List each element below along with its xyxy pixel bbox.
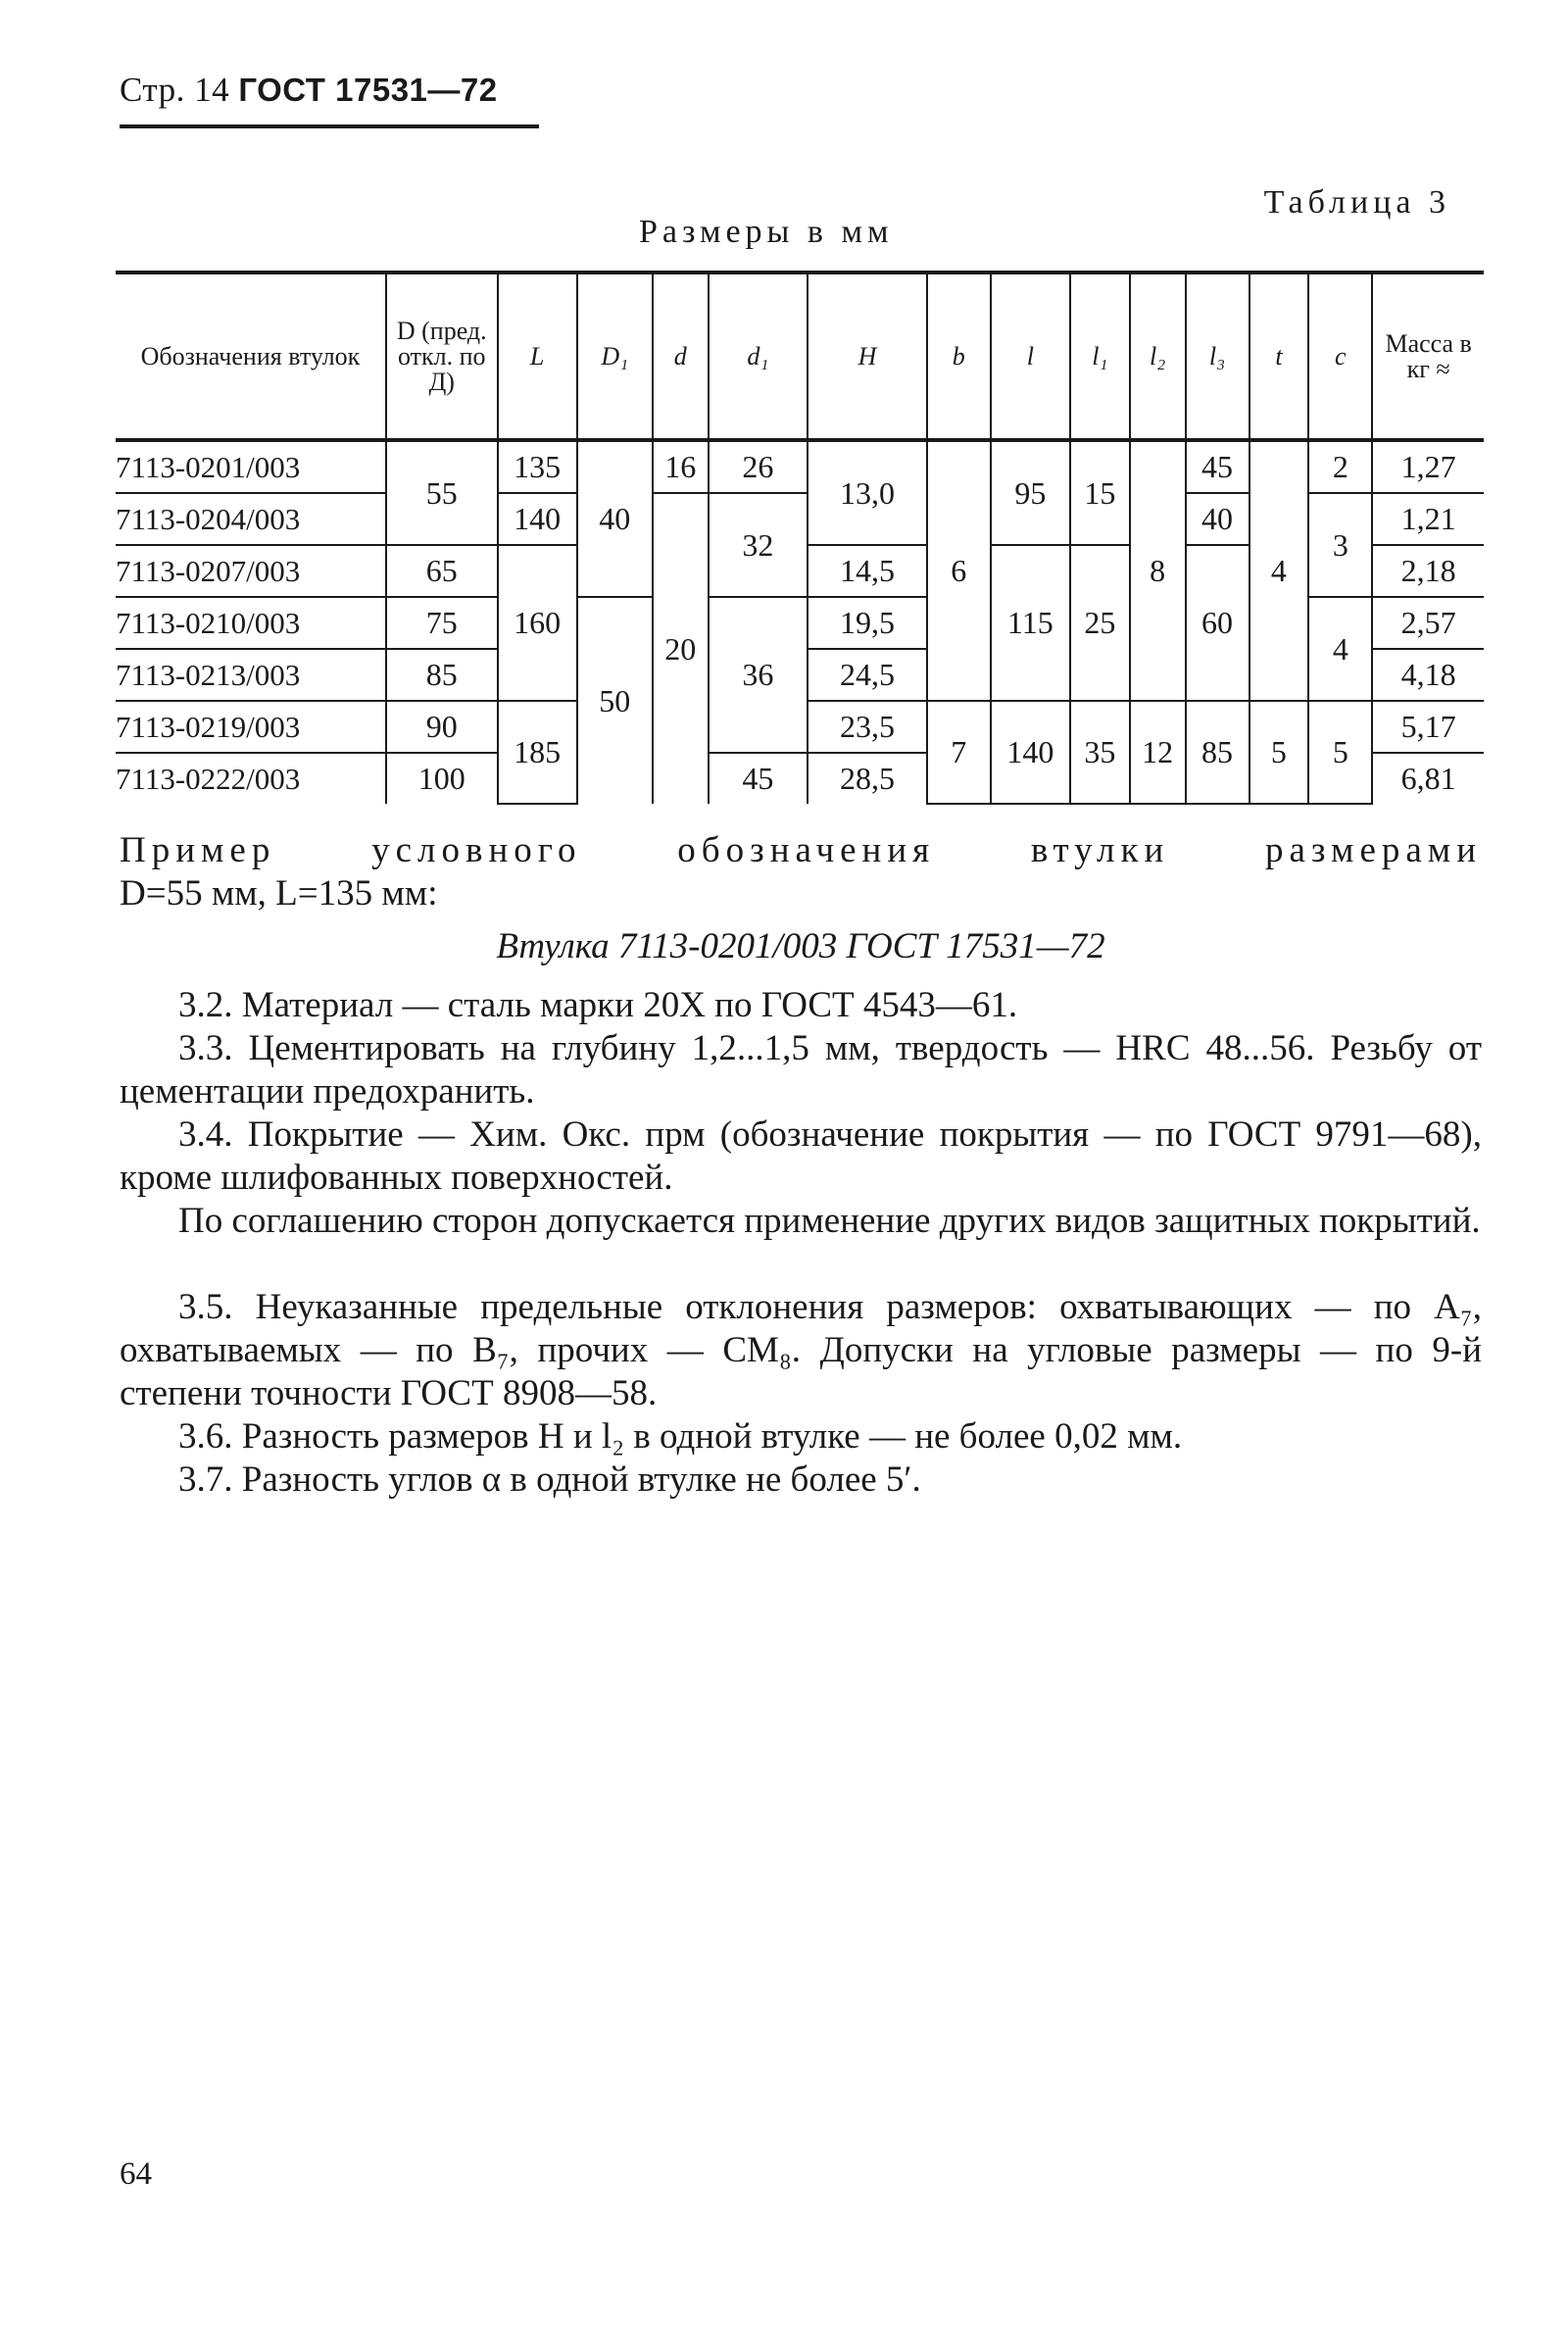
col-header: b [927, 272, 991, 440]
cell-mass: 6,81 [1372, 753, 1484, 804]
page-number: 64 [120, 2156, 152, 2192]
cell-l1: 35 [1070, 701, 1130, 804]
cell-t: 5 [1250, 701, 1309, 804]
cell-l: 115 [991, 545, 1070, 701]
cell-c: 5 [1308, 701, 1372, 804]
cell-L: 160 [498, 545, 577, 701]
cell-l3: 40 [1186, 493, 1250, 545]
cell-l1: 15 [1070, 440, 1130, 545]
page-ref: Стр. 14 [120, 71, 230, 109]
col-header: l₂ [1130, 272, 1186, 440]
example-title [120, 829, 1482, 872]
col-header: Обозначения втулок [116, 272, 386, 440]
col-header: c [1308, 272, 1372, 440]
col-header: L [498, 272, 577, 440]
table-header-row [116, 272, 1484, 440]
cell-D: 75 [386, 597, 498, 649]
cell-D: 85 [386, 649, 498, 701]
cell-H: 19,5 [808, 597, 927, 649]
clause-3-5: 3.5. Неуказанные предельные отклонения размеров: охватывающих — по A₇, охватываемых — по B₇, прочих — CM₈. Допуски на угловые размеры — по 9-й степени точности ГОСТ 8908—58. [120, 1287, 1482, 1413]
cell-designation: 7113-0207/003 [116, 545, 386, 597]
cell-designation: 7113-0213/003 [116, 649, 386, 701]
cell-l3: 60 [1186, 545, 1250, 701]
cell-d1: 45 [709, 753, 808, 804]
cell-d: 20 [653, 493, 709, 804]
clause-3-2: 3.2. Материал — сталь марки 20Х по ГОСТ 4543—61. [178, 985, 1018, 1025]
cell-H: 14,5 [808, 545, 927, 597]
cell-mass: 1,21 [1372, 493, 1484, 545]
cell-designation: 7113-0204/003 [116, 493, 386, 545]
cell-l: 140 [991, 701, 1070, 804]
cell-c: 4 [1308, 597, 1372, 701]
example-designation: Втулка 7113-0201/003 ГОСТ 17531—72 [496, 926, 1105, 966]
dimensions-table [116, 271, 1484, 805]
col-header: t [1250, 272, 1309, 440]
cell-l2: 8 [1130, 440, 1186, 701]
clause-agreement: По соглашению сторон допускается применение других видов защитных покрытий. [178, 1201, 1481, 1241]
col-header: D (пред. откл. по Д) [386, 272, 498, 440]
gost-ref: ГОСТ 17531—72 [238, 72, 498, 108]
col-header: d [653, 272, 709, 440]
col-header: Масса в кг ≈ [1372, 272, 1484, 440]
cell-D: 65 [386, 545, 498, 597]
cell-d1: 26 [709, 440, 808, 493]
cell-designation: 7113-0222/003 [116, 753, 386, 804]
cell-l3: 45 [1186, 440, 1250, 493]
cell-b: 7 [927, 701, 991, 804]
cell-designation: 7113-0219/003 [116, 701, 386, 753]
clause-3-7: 3.7. Разность углов α в одной втулке не более 5′. [178, 1459, 921, 1500]
col-header: l [991, 272, 1070, 440]
cell-L: 140 [498, 493, 577, 545]
cell-l2: 12 [1130, 701, 1186, 804]
header-rule [120, 124, 539, 128]
cell-L: 135 [498, 440, 577, 493]
col-header: H [808, 272, 927, 440]
clause-3-4: 3.4. Покрытие — Хим. Окс. прм (обозначение покрытия — по ГОСТ 9791—68), кроме шлифованных поверхностей. [120, 1114, 1482, 1198]
col-header: d₁ [709, 272, 808, 440]
cell-D1: 40 [577, 440, 653, 597]
cell-D1: 50 [577, 597, 653, 804]
cell-mass: 4,18 [1372, 649, 1484, 701]
units-label: Размеры в мм [639, 214, 894, 250]
cell-mass: 2,57 [1372, 597, 1484, 649]
cell-L: 185 [498, 701, 577, 804]
cell-designation: 7113-0210/003 [116, 597, 386, 649]
cell-D: 90 [386, 701, 498, 753]
col-header: l₁ [1070, 272, 1130, 440]
cell-D: 100 [386, 753, 498, 804]
cell-designation: 7113-0201/003 [116, 440, 386, 493]
cell-mass: 1,27 [1372, 440, 1484, 493]
cell-mass: 2,18 [1372, 545, 1484, 597]
table-row [116, 440, 1484, 493]
cell-l3: 85 [1186, 701, 1250, 804]
col-header: l₃ [1186, 272, 1250, 440]
cell-d: 16 [653, 440, 709, 493]
example-title-text: Пример условного обозначения втулки размерами [120, 830, 1482, 870]
cell-t: 4 [1250, 440, 1309, 701]
cell-l1: 25 [1070, 545, 1130, 701]
cell-c: 3 [1308, 493, 1372, 597]
cell-H: 28,5 [808, 753, 927, 804]
cell-mass: 5,17 [1372, 701, 1484, 753]
cell-c: 2 [1308, 440, 1372, 493]
cell-H: 13,0 [808, 440, 927, 545]
cell-l: 95 [991, 440, 1070, 545]
example-params: D=55 мм, L=135 мм: [120, 873, 438, 914]
cell-d1: 32 [709, 493, 808, 597]
table-label: Таблица 3 [1263, 184, 1450, 221]
cell-H: 24,5 [808, 649, 927, 701]
page-header [120, 69, 498, 112]
clause-3-3: 3.3. Цементировать на глубину 1,2...1,5 мм, твердость — HRC 48...56. Резьбу от цементации предохранить. [120, 1028, 1482, 1112]
clause-3-6: 3.6. Разность размеров H и l₂ в одной втулке — не более 0,02 мм. [178, 1416, 1183, 1457]
cell-d1: 36 [709, 597, 808, 753]
col-header: D₁ [577, 272, 653, 440]
cell-H: 23,5 [808, 701, 927, 753]
cell-D: 55 [386, 440, 498, 545]
cell-b: 6 [927, 440, 991, 701]
